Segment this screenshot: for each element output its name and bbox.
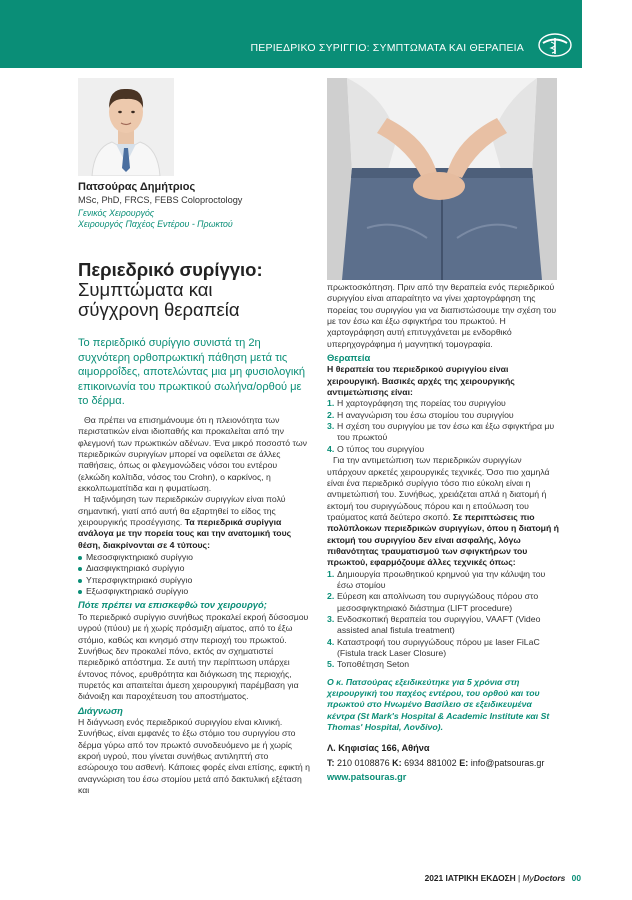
techniques-text: Για την αντιμετώπιση των περιεδρικών συριγγίων υπάρχουν αρκετές χειρουργικές τεχνικές. Όσο πιο χαμηλά είναι ένα περιεδρικό συρίγγιο τόσο πιο εύκολη είναι η αντιμετώπισή του. Συνήθως, χρειάζεται απλά η διατομή ή εκτομή του συριγγώδους πόρου και η επούλωση του τραύματος κατά δεύτερο σκοπό. bbox=[327, 455, 550, 522]
list-item: 2. Η αναγνώριση του έσω στομίου του συριγγίου bbox=[327, 409, 514, 420]
classification-text: Η ταξινόμηση των περιεδρικών συριγγίων είναι πολύ σημαντική, γιατί από αυτή θα εξαρτηθεί το είδος της χειρουργικής προσέγγισης. bbox=[78, 494, 286, 528]
list-item: 4. Ο τύπος του συριγγίου bbox=[327, 443, 425, 454]
contact-block bbox=[327, 743, 561, 783]
principles-list bbox=[327, 398, 561, 455]
website-link[interactable]: www.patsouras.gr bbox=[327, 772, 407, 783]
author-name: Πατσούρας Δημήτριος bbox=[78, 181, 196, 193]
list-item: Εξωσφιγκτηριακό συρίγγιο bbox=[78, 586, 310, 597]
therapy-heading: Θεραπεία bbox=[327, 352, 371, 364]
phone-line: Τ: 210 0108876 Κ: 6934 881002 Ε: info@patsouras.gr bbox=[327, 757, 545, 768]
page-footer bbox=[425, 873, 581, 883]
footer-magazine-name: Doctors bbox=[533, 873, 566, 883]
therapy-intro: Η θεραπεία του περιεδρικού συριγγίου είναι χειρουργική. Βασικές αρχές της χειρουργικής αντιμετώπισης είναι: bbox=[327, 364, 515, 398]
column-left bbox=[78, 336, 310, 796]
title-line-3: σύγχρονη θεραπεία bbox=[78, 299, 240, 320]
author-note: Ο κ. Πατσούρας εξειδικεύτηκε για 5 χρόνια στη χειρουργική του παχέος εντέρου, του ορθού και του πρωκτού στο Ηνωμένο Βασίλειο σε εξειδικευμένα κέντρα (St Mark's Hospital & Academic Institute και St Thomas' Hospital, Λονδίνο). bbox=[327, 676, 550, 733]
list-item: Μεσοσφιγκτηριακό συρίγγιο bbox=[78, 552, 310, 563]
section-title: ΠΕΡΙΕΔΡΙΚΟ ΣΥΡΙΓΓΙΟ: ΣΥΜΠΤΩΜΑΤΑ ΚΑΙ ΘΕΡΑΠΕΙΑ bbox=[250, 42, 524, 54]
paragraph-techniques bbox=[327, 455, 561, 568]
list-item: 5. Τοποθέτηση Seton bbox=[327, 659, 410, 670]
page-number: 00 bbox=[571, 873, 581, 883]
page-margin bbox=[582, 0, 632, 900]
list-item: Υπερσφιγκτηριακό συρίγγιο bbox=[78, 575, 310, 586]
mobile-number: 6934 881002 bbox=[404, 757, 457, 768]
hero-photo bbox=[327, 78, 557, 280]
fistula-types-list bbox=[78, 552, 310, 597]
list-item: 3. Ενδοσκοπική θεραπεία του συριγγίου, VAAFT (Video assisted anal fistula treatment) bbox=[327, 613, 541, 636]
author-role-1: Γενικός Χειρουργός bbox=[78, 208, 155, 218]
footer-magazine-prefix: My bbox=[522, 873, 534, 883]
techniques-bold: Σε περιπτώσεις πιο πολύπλοκων περιεδρικών συριγγίων, όπου η διατομή ή εκτομή του συριγγίου δεν είναι ασφαλής, λόγω πιθανότητας τραυματισμού των σφιγκτήρων του πρωκτού, εφαρμόζουμε άλλες τεχνικές όπως: bbox=[327, 511, 559, 568]
list-item: 1. Η χαρτογράφηση της πορείας του συριγγίου bbox=[327, 398, 506, 409]
author-info bbox=[78, 181, 308, 230]
title-line-2: Συμπτώματα και bbox=[78, 279, 213, 300]
email-link[interactable]: info@patsouras.gr bbox=[470, 757, 545, 768]
list-item: 2. Εύρεση και απολίνωση του συριγγώδους πόρου στο μεσοσφιγκτηριακό διάστημα (LIFT procedure) bbox=[327, 591, 539, 613]
phone-number: 210 0108876 bbox=[337, 757, 390, 768]
paragraph-intro: Θα πρέπει να επισημάνουμε ότι η πλειονότητα των περιστατικών είναι ιδιοπαθής και προκαλείται από την φλεγμονή των πρωκτικών αδένων. Ένα μικρό ποσοστό των περιεδρικών συριγγίων μπορεί να οφείλεται σε άλλες παθήσεις, όπως οι φλεγμονώδεις νόσοι του εντέρου (ελκώδη κολίτιδα, νόσος του Crohn), ο καρκίνος, η εκκολπωματίτιδα και η φυματίωση. bbox=[78, 414, 307, 494]
address: Λ. Κηφισίας 166, Αθήνα bbox=[327, 743, 430, 754]
list-item: 4. Καταστροφή του συριγγώδους πόρου με laser FiLaC (Fistula track Laser Closure) bbox=[327, 636, 540, 658]
author-credentials: MSc, PhD, FRCS, FEBS Coloproctology bbox=[78, 195, 243, 205]
author-role-2: Χειρουργός Παχέος Εντέρου - Πρωκτού bbox=[78, 219, 233, 229]
lead-paragraph: Το περιεδρικό συρίγγιο συνιστά τη 2η συχνότερη ορθοπρωκτική πάθηση μετά τις αιμορροΐδες, αποτελώντας μια μη φυσιολογική επικοινωνία του πρωκτικού σωλήνα/ορθού με το δέρμα. bbox=[78, 337, 306, 408]
classification-bold: Τα περιεδρικά συρίγγια ανάλογα με την πορεία τους και την ανατομική τους θέση, διακρίνονται σε 4 τύπους: bbox=[78, 517, 292, 550]
list-item: 3. Η σχέση του συριγγίου με τον έσω και έξω σφιγκτήρα μυ του πρωκτού bbox=[327, 421, 555, 443]
column-right bbox=[327, 282, 561, 783]
diagnosis-paragraph: Η διάγνωση ενός περιεδρικού συριγγίου είναι κλινική. Συνήθως, είναι εμφανές το έξω στόμιο του συριγγίου στο δέρμα γύρω από τον πρωκτό συνοδευόμενο με ή χωρίς εκροή υγρού, που γίνεται συνήθως αντιληπτή στο εσώρουχο του ασθενή. Κάποιες φορές είναι επίσης, εφικτή η αναγνώριση του έσω στομίου μετά από δακτυλική εξέταση και bbox=[78, 716, 311, 795]
article-title bbox=[78, 260, 310, 320]
author-photo bbox=[78, 78, 174, 176]
title-line-1: Περιεδρικό συρίγγιο: bbox=[78, 259, 263, 280]
diagnosis-heading: Διάγνωση bbox=[78, 704, 123, 716]
visit-paragraph: Το περιεδρικό συρίγγιο συνήθως προκαλεί εκροή δύσοσμου υγρού (πύου) με ή χωρίς πρόσμιξη αίματος, από το έξω στόμιο, καθώς και κνησμό στην περιοχή του πρωκτού. Συνήθως δεν προκαλεί πόνο, εκτός αν σχηματιστεί περιεδρικό απόστημα. Σε αυτή την περίπτωση υπάρχει έντονος πόνος, ερυθρότητα και διόγκωση της περιοχής, πυρετός και απαιτείται άμεση χειρουργική παρέμβαση για διάνοιξη και παροχέτευση του αποστήματος. bbox=[78, 611, 309, 702]
list-item: 1. Δημιουργία προωθητικού κρημνού για την κάλυψη του έσω στομίου bbox=[327, 568, 546, 590]
paragraph-mapping: πρωκτοσκόπηση. Πριν από την θεραπεία ενός περιεδρικού συριγγίου είναι απαραίτητο να γίνει χαρτογράφηση της πορείας του συριγγίου για να διαπιστώσουμε την σχέση του με τον έσω και έξω σφιγκτήρα του πρωκτού. Η χαρτογράφηση αυτή επιτυγχάνεται με ενδορθικό υπερηχογράφημα ή μαγνητική τομογραφία. bbox=[327, 282, 557, 349]
footer-year: 2021 ΙΑΤΡΙΚΗ ΕΚΔΟΣΗ bbox=[424, 873, 516, 883]
header-bar bbox=[0, 0, 582, 68]
footer-separator: | bbox=[518, 873, 521, 883]
medical-caduceus-icon bbox=[537, 32, 573, 58]
paragraph-classification bbox=[78, 494, 310, 551]
visit-heading: Πότε πρέπει να επισκεφθώ τον χειρουργό; bbox=[78, 599, 267, 611]
list-item: Διασφιγκτηριακό συρίγγιο bbox=[78, 563, 310, 574]
techniques-list bbox=[327, 569, 561, 671]
